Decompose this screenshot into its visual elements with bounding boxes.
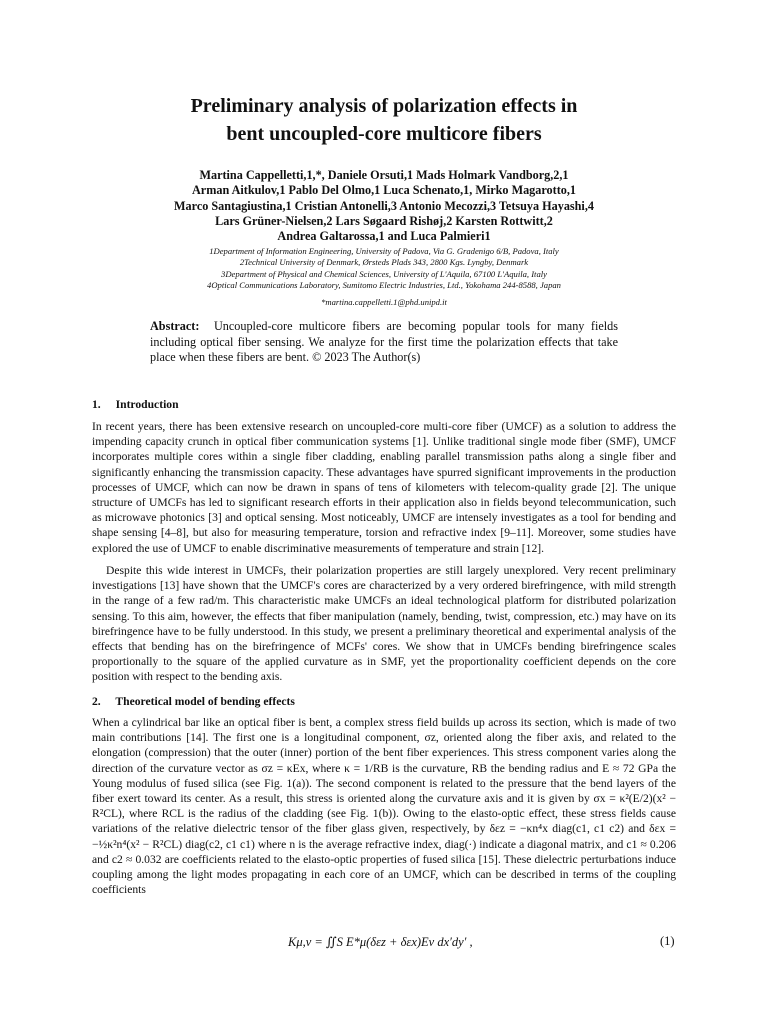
affiliation-line: 2Technical University of Denmark, Ørsteds Plads 343, 2800 Kgs. Lyngby, Denmark [239,257,529,268]
copyright: © 2023 The Author(s) [312,350,421,365]
author-line: Martina Cappelletti,1,*, Daniele Orsuti,1 Mads Holmark Vandborg,2,1 [199,168,569,182]
affiliation-line: 4Optical Communications Laboratory, Sumitomo Electric Industries, Ltd., Yokohama 244-8588, Japan [207,279,561,290]
author-list [0,168,768,244]
section-title: Theoretical model of bending effects [115,695,295,708]
abstract-label: Abstract: [150,319,200,333]
section-heading-introduction [92,398,179,411]
abstract-text: Uncoupled-core multicore fibers are becoming popular tools for many fields including optical fiber sensing. We analyze for the first time the polarization effects that take place when these fibers are bent. [150,319,618,365]
section-heading-theory [92,695,295,708]
section-number: 1. [92,398,101,411]
affiliation-line: 1Department of Information Engineering, University of Padova, Via G. Gradenigo 6/B, Padova, Italy [209,246,559,256]
intro-paragraph-1: In recent years, there has been extensive research on uncoupled-core multi-core fiber (UMCF) as a solution to address the impending capacity crunch in optical fiber communication systems [1]. Unlike traditional single mode fiber (SMF), UMCF incorporates multiple cores within a single fiber cladding, enabling parallel transmission paths along a single fiber and significantly enhancing the transmission capacity. These advantages have spurred significant improvements in the production processes of UMCF, which can now be drawn in spans of tens of kilometers with telecom-quality grade [2]. The unique structure of UMCFs has led to significant research efforts in their application also in fields beyond telecommunication, such as microwave photonics [3] and optical sensing. Most noticeably, UMCF are intensely investigates as a tool for bending and shape sensing [4–8], but also for measuring temperature, torsion and refractive index [9–11]. Moreover, some studies have explored the use of UMCF to enable discriminative measurements of temperature and strain [12]. [92,420,676,555]
equation-1 [0,934,768,956]
affiliation-list [0,246,768,308]
corresponding-email[interactable]: *martina.cappelletti.1@phd.unipd.it [321,297,447,308]
title-line-1: Preliminary analysis of polarization effects in [190,95,578,117]
author-line: Marco Santagiustina,1 Cristian Antonelli,3 Antonio Mecozzi,3 Tetsuya Hayashi,4 [174,198,594,213]
equation-number: (1) [660,934,675,948]
theory-paragraph-1: When a cylindrical bar like an optical fiber is bent, a complex stress field builds up across its section, which is made of two main contributions [14]. The first one is a longitudinal component, σz, oriented along the fiber axis, and related to the elongation (compression) that the outer (inner) portion of the bent fiber experiences. This stress component varies along the direction of the curvature vector as σz = κEx, where κ = 1/RB is the curvature, RB the bending radius and E ≈ 72 GPa the Young modulus of fused silica (see Fig. 1(a)). The second component is related to the pressure that the bend layers of the fiber exert toward its center. As a result, this stress is oriented along the curvature axis and it is given by σx = κ²(E/2)(x² − R²CL), where RCL is the radius of the cladding (see Fig. 1(b)). Owing to the elasto-optic effect, these stress fields cause variations of the relative dielectric tensor of the fiber glass given, respectively, by δεz = −κn⁴x diag(c1, c1 c2) and δεx = −½κ²n⁴(x² − R²CL) diag(c2, c1 c1) where n is the average refractive index, diag(·) indicate a diagonal matrix, and c1 ≈ 0.206 and c2 ≈ 0.032 are coefficients related to the elasto-optic properties of fused silica [15]. These dielectric perturbations induce coupling among the light modes propagating in each core of an UMCF, which can be described in terms of the coupling coefficients [92,716,676,897]
equation-body: Kμ,ν = ∬S E*μ(δεz + δεx)Eν dx′dy′ , [288,935,473,949]
author-line: Andrea Galtarossa,1 and Luca Palmieri1 [277,229,491,244]
intro-paragraph-2: Despite this wide interest in UMCFs, their polarization properties are still largely unexplored. Very recent preliminary investigations [13] have shown that the UMCF's cores are characterized by a very ordered birefringence, with mild strength in the range of a few rad/m. This characteristic make UMCFs an ideal technological platform for distributed polarization sensing. To this aim, however, the effects that fiber manipulation (namely, bending, twist, compression, etc.) may have on its birefringence have to be fully understood. In this study, we present a preliminary theoretical and experimental analysis of the effects that bending has on the birefringence of MCFs' cores. We show that in UMCFs bending birefringence scales proportionally to the square of the applied curvature as in SMF, yet the proportionality coefficient depends on the core position with respect to the bending axis. [92,564,676,684]
paper-title [0,92,768,148]
author-line: Arman Aitkulov,1 Pablo Del Olmo,1 Luca Schenato,1, Mirko Magarotto,1 [191,183,576,198]
section-number: 2. [92,695,101,708]
affiliation-line: 3Department of Physical and Chemical Sciences, University of L'Aquila, 67100 L'Aquila, Italy [221,268,547,279]
title-line-2: bent uncoupled-core multicore fibers [226,123,542,145]
section-title: Introduction [115,398,179,411]
abstract [150,319,618,366]
author-line: Lars Grüner-Nielsen,2 Lars Søgaard Rishøj,2 Karsten Rottwitt,2 [215,213,553,228]
